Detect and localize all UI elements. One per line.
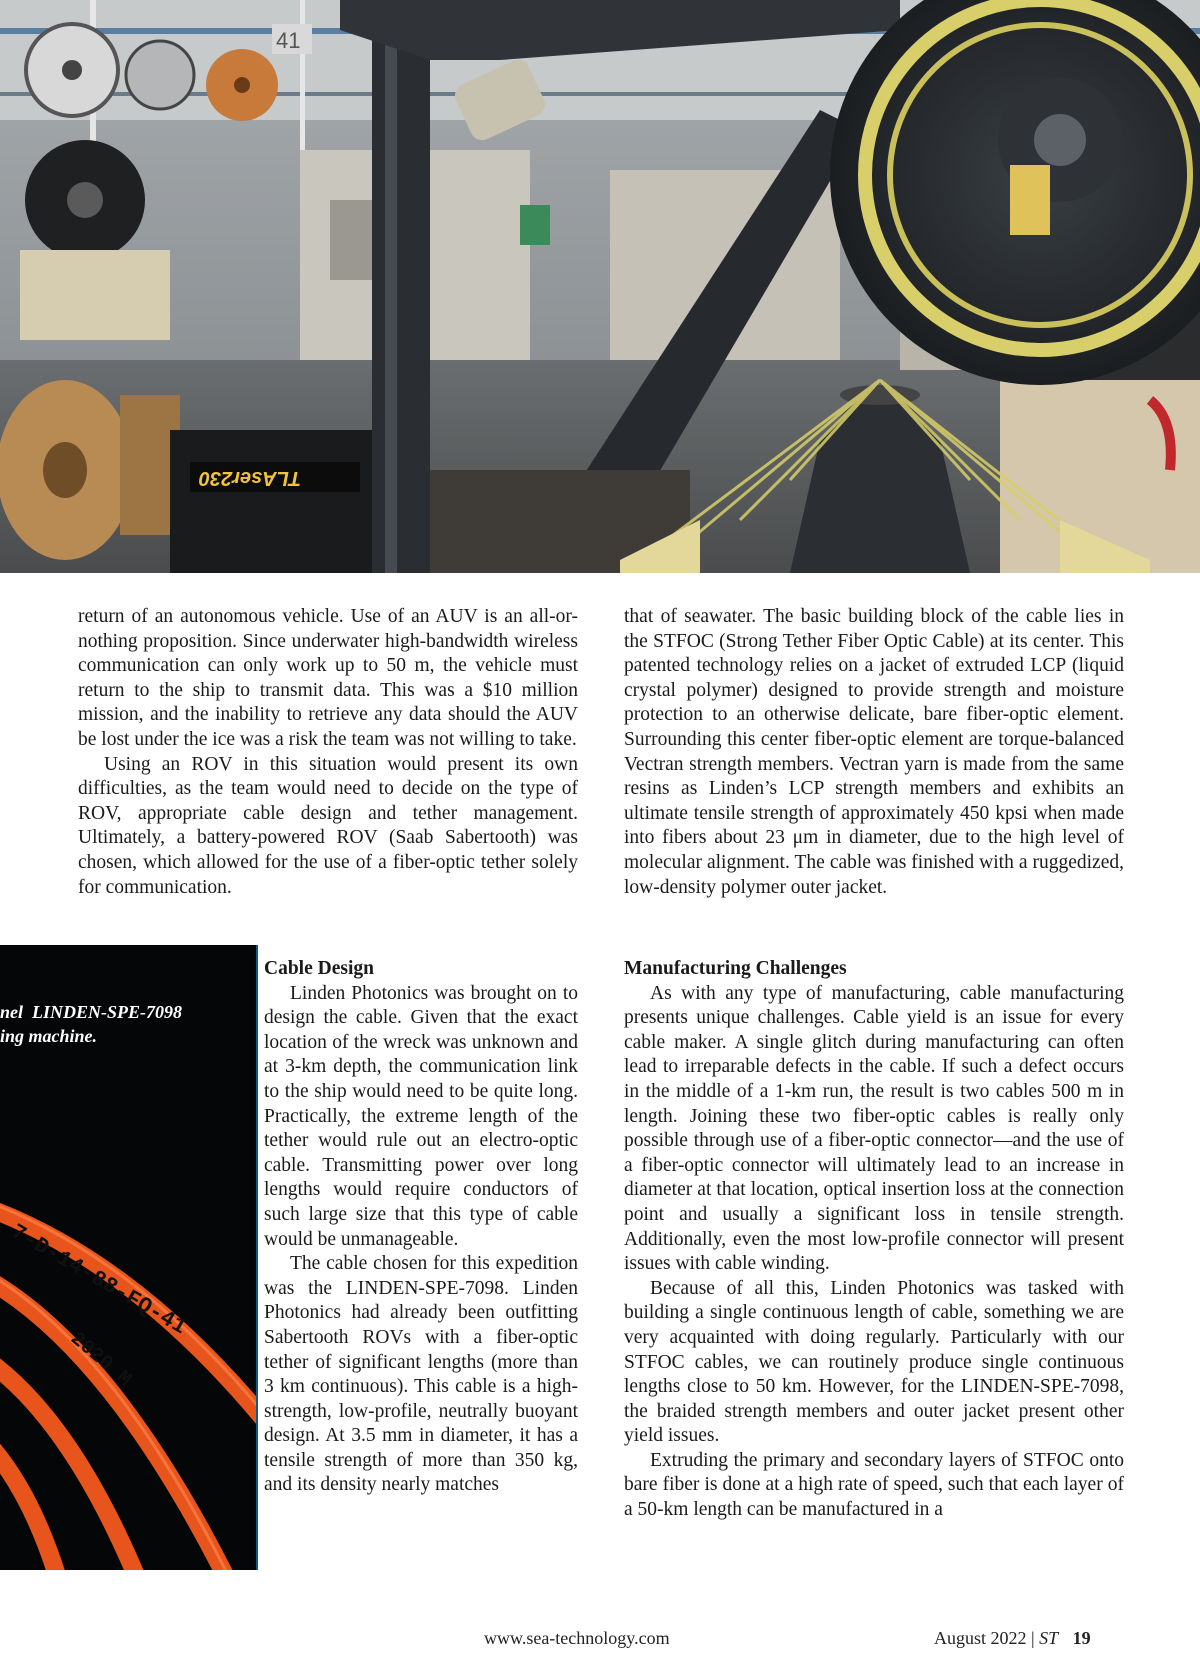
cable-print-2: 2020 M bbox=[65, 1327, 136, 1392]
caption-line-1: nel LINDEN-SPE-7098 bbox=[0, 1002, 183, 1022]
paragraph: The cable chosen for this expedition was the LINDEN-SPE-7098. Linden Photonics had already been outfitting Sabertooth ROVs with a fiber-optic tether of significant lengths (more than 3 km continuous). This cable is a high-strength, low-profile, neutrally buoyant design. At 3.5 mm in diameter, it has a tensile strength of more than 350 kg, and its density nearly matches bbox=[264, 1253, 578, 1496]
paragraph: As with any type of manufacturing, cable manufacturing presents unique challenges. Cable yield is an issue for every cable maker. A single glitch during manufacturing can often lead to irreparable defects in the cable. If such a defect occurs in the middle of a 1-km run, the result is two cables 500 m in length. Joining these two fiber-optic cables is really only possible through use of a fiber-optic connector—and the use of a fiber-optic connector will ultimately lead to an increase in diameter at that location, optical insertion loss at the connection point and usually a significant loss in tensile strength. Additionally, even the most low-profile connector will present issues with cable winding. bbox=[624, 982, 1124, 1275]
paragraph: Extruding the primary and secondary layers of STFOC onto bare fiber is done at a high rate of speed, such that each layer of a 50-km length can be manufactured in a bbox=[624, 1449, 1124, 1521]
bay-number: 41 bbox=[276, 28, 301, 53]
section-heading-cable-design: Cable Design bbox=[264, 958, 374, 979]
article-column-2 bbox=[624, 605, 1124, 900]
braiding-machine-photo bbox=[0, 0, 1200, 573]
photo-caption bbox=[0, 1000, 256, 1048]
footer-issue bbox=[934, 1628, 1091, 1649]
caption-line-2: ing machine. bbox=[0, 1026, 98, 1046]
page-number: 19 bbox=[1072, 1628, 1091, 1648]
article-column-3 bbox=[264, 957, 578, 1498]
paragraph: return of an autonomous vehicle. Use of an AUV is an all-or-nothing proposition. Since underwater high-bandwidth wireless communication can only work up to 50 m, the vehicle must return to the ship to transmit data. This was a $10 million mission, and the inability to retrieve any data should the AUV be lost under the ice was a risk the team was not willing to take. bbox=[78, 606, 578, 750]
footer-website: www.sea-technology.com bbox=[484, 1628, 670, 1648]
article-column-4 bbox=[624, 957, 1124, 1523]
paragraph: Using an ROV in this situation would present its own difficulties, as the team would need to decide on the type of ROV, appropriate cable design and tether management. Ultimately, a battery-powered ROV (Saab Sabertooth) was chosen, which allowed for the use of a fiber-optic tether solely for communication. bbox=[78, 753, 578, 898]
footer-date: August 2022 bbox=[934, 1628, 1027, 1648]
article-column-1 bbox=[78, 605, 578, 900]
section-heading-manufacturing: Manufacturing Challenges bbox=[624, 958, 847, 979]
paragraph: Because of all this, Linden Photonics was tasked with building a single continuous length of cable, something we are very acquainted with doing regularly. Particularly with our STFOC cables, we can routinely produce single continuous lengths close to 50 km. However, for the LINDEN-SPE-7098, the braided strength members and outer jacket present other yield issues. bbox=[624, 1277, 1124, 1447]
footer-separator: | bbox=[1031, 1628, 1035, 1648]
footer-magazine: ST bbox=[1039, 1628, 1059, 1648]
paragraph: that of seawater. The basic building block of the cable lies in the STFOC (Strong Tether Fiber Optic Cable) at its center. This patented technology relies on a jacket of extruded LCP (liquid crystal polymer) designed to provide strength and moisture protection to an otherwise delicate, bare fiber-optic element. Surrounding this center fiber-optic element are torque-balanced Vectran strength members. Vectran yarn is made from the same resins as Linden’s LCP strength members and exhibits an ultimate tensile strength of approximately 450 kpsi when made into fibers about 23 μm in diameter, due to the high level of molecular alignment. The cable was finished with a ruggedized, low-density polymer outer jacket. bbox=[624, 606, 1124, 898]
paragraph: Linden Photonics was brought on to design the cable. Given that the exact location of the wreck was unknown and at 3-km depth, the communication link to the ship would need to be quite long. Practically, the extreme length of the tether would rule out an electro-optic cable. Transmitting power over long lengths would require conductors of such large size that this type of cable would be unmanageable. bbox=[264, 982, 578, 1250]
laser-sign-text: TLAser230 bbox=[198, 467, 302, 489]
braiding-machine-illustration bbox=[0, 0, 1200, 573]
cable-print-1: 7-D-14-88-FQ-41 bbox=[6, 1219, 191, 1341]
